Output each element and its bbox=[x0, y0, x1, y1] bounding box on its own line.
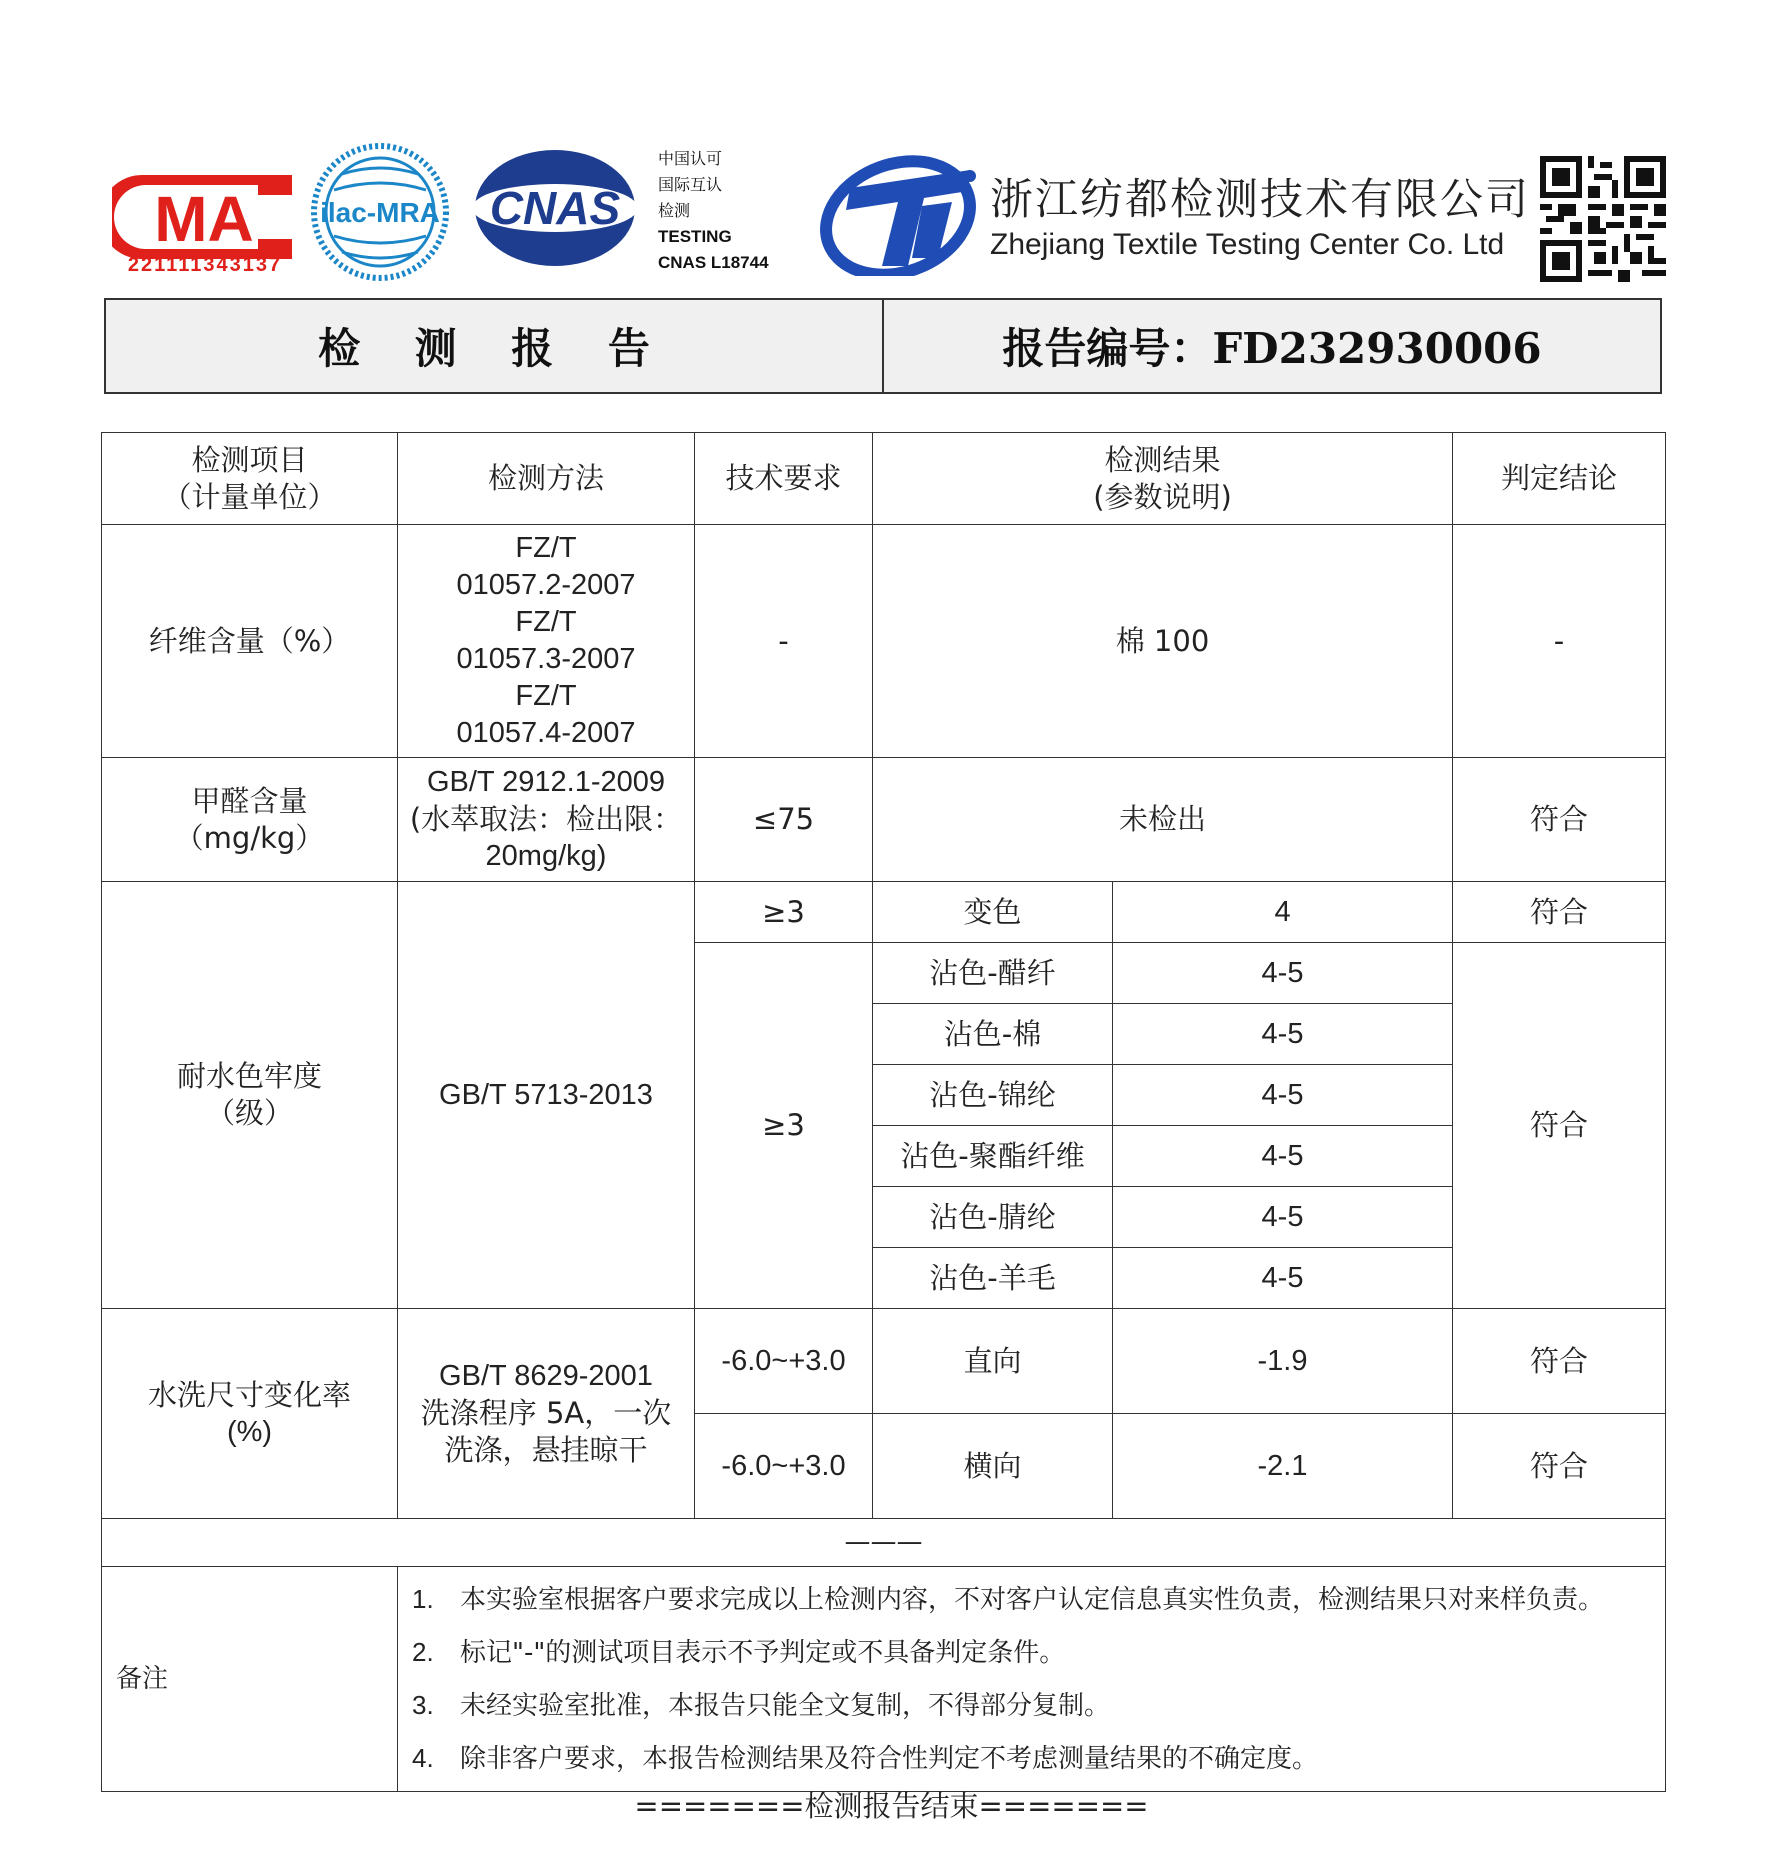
separator-dash: ——— bbox=[102, 1519, 1666, 1567]
water-fastness-value: 4 bbox=[1113, 882, 1453, 943]
dimensional-value: -1.9 bbox=[1113, 1309, 1453, 1414]
water-fastness-param: 沾色-聚酯纤维 bbox=[873, 1126, 1113, 1187]
dimensional-param: 横向 bbox=[873, 1414, 1113, 1519]
note-item: 3. 未经实验室批准，本报告只能全文复制，不得部分复制。 bbox=[412, 1690, 1111, 1721]
company-name-en: Zhejiang Textile Testing Center Co. Ltd bbox=[990, 228, 1505, 261]
water-fastness-value: 4-5 bbox=[1113, 943, 1453, 1004]
company-logo bbox=[820, 148, 990, 276]
water-fastness-param: 变色 bbox=[873, 882, 1113, 943]
dimensional-requirement: -6.0~+3.0 bbox=[695, 1414, 873, 1519]
water-fastness-param: 沾色-羊毛 bbox=[873, 1248, 1113, 1309]
cnas-logo bbox=[470, 146, 640, 270]
separator-row bbox=[102, 1519, 1666, 1567]
report-title: 检 测 报 告 bbox=[106, 300, 884, 392]
water-fastness-param: 沾色-腈纶 bbox=[873, 1187, 1113, 1248]
svg-text:ilac-MRA: ilac-MRA bbox=[320, 197, 440, 228]
fiber-result: 棉 100 bbox=[873, 525, 1453, 758]
report-number: 报告编号：FD232930006 bbox=[1002, 324, 1542, 373]
table-row bbox=[102, 758, 1666, 882]
report-title-bar bbox=[104, 298, 1662, 394]
table-row bbox=[102, 882, 1666, 943]
svg-text:MA: MA bbox=[154, 183, 254, 255]
dimensional-requirement: -6.0~+3.0 bbox=[695, 1309, 873, 1414]
dimensional-method: GB/T 8629-2001 洗涤程序 5A，一次 洗涤，悬挂晾干 bbox=[398, 1309, 695, 1519]
cnas-caption: 中国认可 国际互认 检测 TESTING CNAS L18744 bbox=[658, 149, 769, 272]
ilac-mra-logo bbox=[308, 140, 452, 284]
fiber-method: FZ/T 01057.2-2007 FZ/T 01057.3-2007 FZ/T 01057.4-2007 bbox=[398, 525, 695, 758]
company-name-cn: 浙江纺都检测技术有限公司 bbox=[990, 175, 1530, 225]
water-fastness-value: 4-5 bbox=[1113, 1065, 1453, 1126]
water-fastness-item: 耐水色牢度 （级） bbox=[102, 882, 398, 1309]
fiber-requirement: - bbox=[695, 525, 873, 758]
formaldehyde-method: GB/T 2912.1-2009 (水萃取法：检出限： 20mg/kg) bbox=[398, 758, 695, 882]
svg-text:CNAS: CNAS bbox=[489, 182, 621, 234]
dimensional-value: -2.1 bbox=[1113, 1414, 1453, 1519]
qr-code-icon bbox=[1540, 156, 1666, 282]
table-row bbox=[102, 1309, 1666, 1414]
formaldehyde-item: 甲醛含量 （mg/kg） bbox=[102, 758, 398, 882]
fiber-item: 纤维含量（%） bbox=[102, 525, 398, 758]
remarks-label: 备注 bbox=[102, 1567, 398, 1792]
water-fastness-param: 沾色-醋纤 bbox=[873, 943, 1113, 1004]
remarks-row bbox=[102, 1567, 1666, 1792]
test-results-table bbox=[101, 432, 1666, 1792]
cma-number: 221111343137 bbox=[127, 254, 283, 276]
dimensional-param: 直向 bbox=[873, 1309, 1113, 1414]
water-fastness-value: 4-5 bbox=[1113, 1187, 1453, 1248]
formaldehyde-requirement: ≤75 bbox=[695, 758, 873, 882]
header-result: 检测结果 (参数说明) bbox=[873, 433, 1453, 525]
note-item: 4. 除非客户要求，本报告检测结果及符合性判定不考虑测量结果的不确定度。 bbox=[412, 1743, 1319, 1774]
water-fastness-conclusion-stain: 符合 bbox=[1453, 943, 1666, 1309]
dimensional-conclusion: 符合 bbox=[1453, 1309, 1666, 1414]
dimensional-item: 水洗尺寸变化率 (%) bbox=[102, 1309, 398, 1519]
water-fastness-method: GB/T 5713-2013 bbox=[398, 882, 695, 1309]
formaldehyde-conclusion: 符合 bbox=[1453, 758, 1666, 882]
water-fastness-requirement-stain: ≥3 bbox=[695, 943, 873, 1309]
water-fastness-value: 4-5 bbox=[1113, 1126, 1453, 1187]
note-item: 2. 标记"-"的测试项目表示不予判定或不具备判定条件。 bbox=[412, 1637, 1066, 1668]
remarks-notes bbox=[398, 1567, 1666, 1792]
header-conclusion: 判定结论 bbox=[1453, 433, 1666, 525]
table-header-row bbox=[102, 433, 1666, 525]
water-fastness-conclusion-change: 符合 bbox=[1453, 882, 1666, 943]
header-requirement: 技术要求 bbox=[695, 433, 873, 525]
water-fastness-value: 4-5 bbox=[1113, 1004, 1453, 1065]
note-item: 1. 本实验室根据客户要求完成以上检测内容，不对客户认定信息真实性负责，检测结果只对来样负责。 bbox=[412, 1584, 1605, 1615]
table-row bbox=[102, 525, 1666, 758]
water-fastness-requirement-change: ≥3 bbox=[695, 882, 873, 943]
water-fastness-param: 沾色-棉 bbox=[873, 1004, 1113, 1065]
report-end-marker: =======检测报告结束======= bbox=[634, 1789, 1149, 1823]
water-fastness-param: 沾色-锦纶 bbox=[873, 1065, 1113, 1126]
fiber-conclusion: - bbox=[1453, 525, 1666, 758]
dimensional-conclusion: 符合 bbox=[1453, 1414, 1666, 1519]
water-fastness-value: 4-5 bbox=[1113, 1248, 1453, 1309]
header-method: 检测方法 bbox=[398, 433, 695, 525]
header-item: 检测项目 （计量单位） bbox=[102, 433, 398, 525]
formaldehyde-result: 未检出 bbox=[873, 758, 1453, 882]
